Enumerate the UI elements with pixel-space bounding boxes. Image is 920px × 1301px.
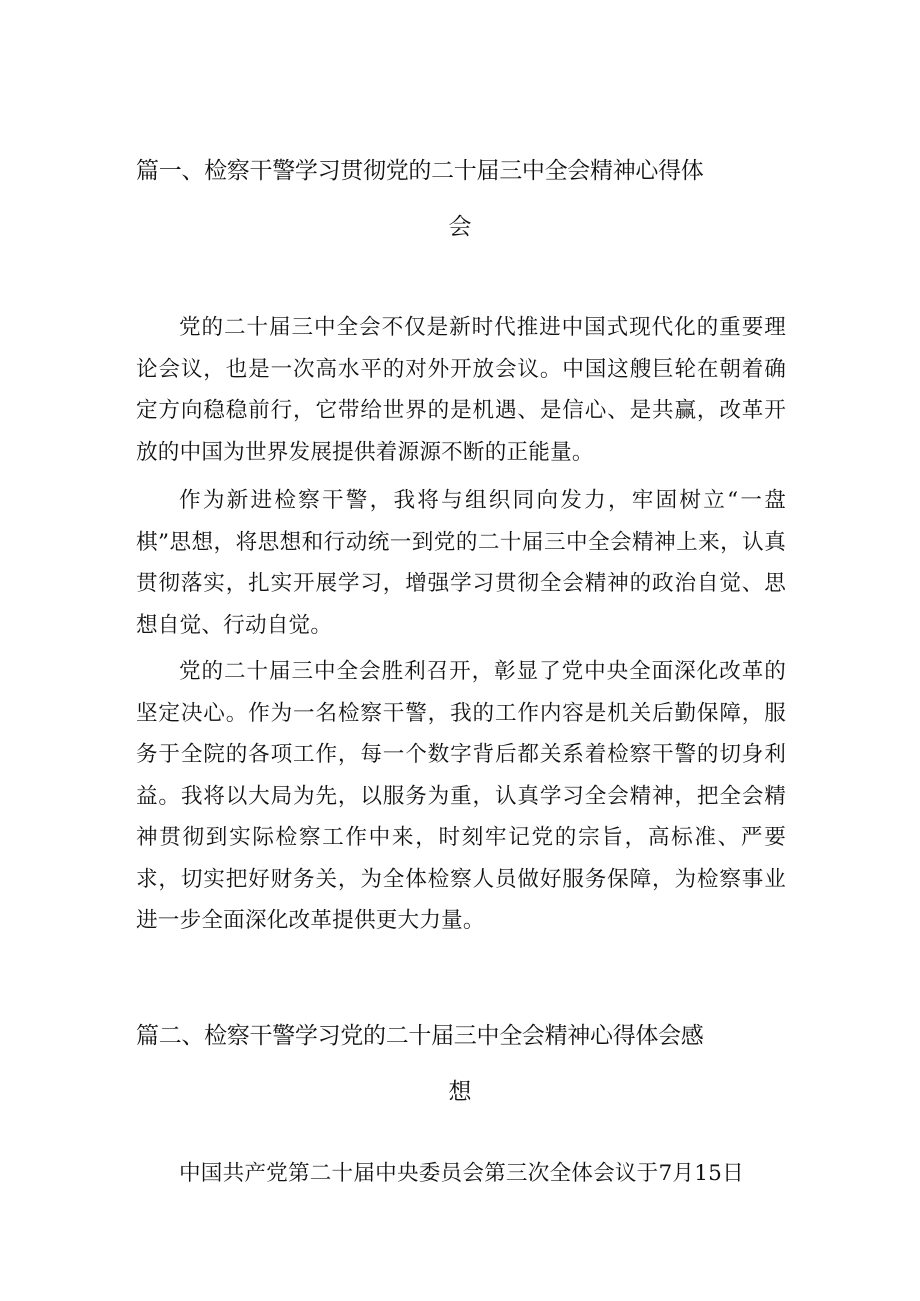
section1-paragraph-3: 党的二十届三中全会胜利召开，彰显了党中央全面深化改革的坚定决心。作为一名检察干警，我的工作内容是机关后勤保障，服务于全院的各项工作，每一个数字背后都关系着检察干警的切身利益。我将以大局为先，以服务为重，认真学习全会精神，把全会精神贯彻到实际检察工作中来，时刻牢记党的宗旨，高标准、严要求，切实把好财务关，为全体检察人员做好服务保障，为检察事业进一步全面深化改革提供更大力量。 xyxy=(136,659,786,933)
section2-title-line1: 篇二、检察干警学习党的二十届三中全会精神心得体会感 xyxy=(136,1023,704,1049)
section1-paragraph-2: 作为新进检察干警，我将与组织同向发力，牢固树立“一盘棋”思想，将思想和行动统一到党的二十届三中全会精神上来，认真贯彻落实，扎实开展学习，增强学习贯彻全会精神的政治自觉、思想自觉、行动自觉。 xyxy=(136,488,786,638)
section2-paragraph-1: 中国共产党第二十届中央委员会第三次全体会议于7月15日 xyxy=(179,1161,744,1186)
section2-title-line2: 想 xyxy=(448,1079,472,1105)
section1-title-line2: 会 xyxy=(448,214,472,240)
section1-paragraph-1: 党的二十届三中全会不仅是新时代推进中国式现代化的重要理论会议，也是一次高水平的对外开放会议。中国这艘巨轮在朝着确定方向稳稳前行，它带给世界的是机遇、是信心、是共赢，改革开放的中国为世界发展提供着源源不断的正能量。 xyxy=(136,315,786,465)
section1-title-line1: 篇一、检察干警学习贯彻党的二十届三中全会精神心得体 xyxy=(136,158,704,184)
